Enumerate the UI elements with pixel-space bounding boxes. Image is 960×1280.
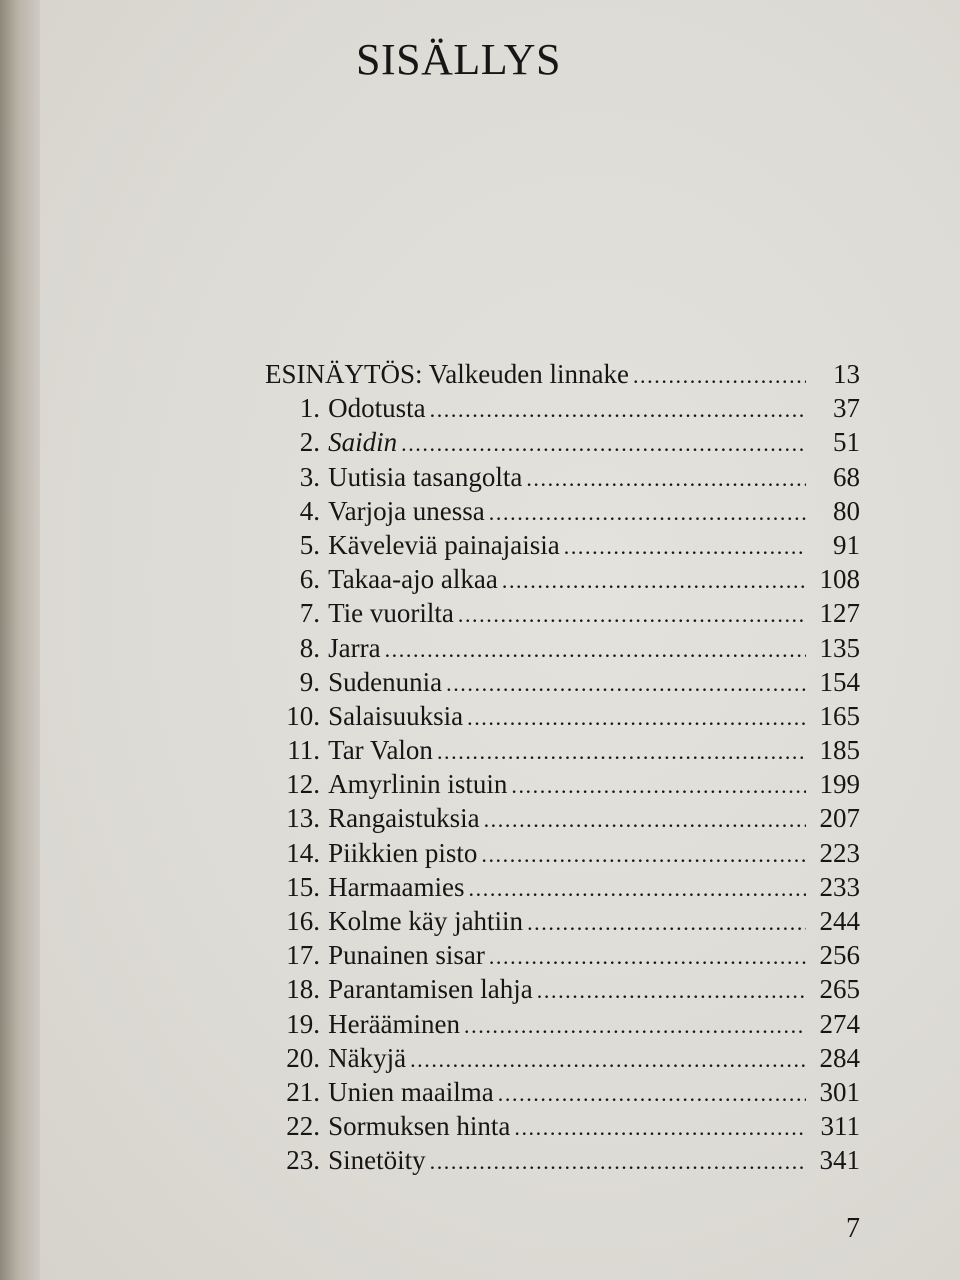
toc-entry-title: Sinetöity [328, 1145, 426, 1176]
toc-row [265, 596, 860, 630]
toc-entry-page: 233 [819, 871, 860, 902]
toc-row [265, 1109, 860, 1143]
toc-entry-title: Kolme käy jahtiin [328, 906, 524, 936]
toc-entry-page: 341 [819, 1145, 860, 1176]
dot-leader [467, 701, 806, 735]
toc-entry-title: Piikkien pisto [328, 837, 478, 868]
toc-row [265, 699, 860, 733]
toc-row [265, 972, 860, 1006]
toc-entry-title: Sudenunia [328, 666, 443, 697]
toc-entry-title: Varjoja unessa [328, 495, 485, 526]
toc-entry-page: 274 [819, 1008, 860, 1039]
toc-entry-page: 301 [819, 1076, 860, 1107]
toc-entry-number: 5. [299, 529, 320, 560]
dot-leader [481, 838, 806, 872]
toc-row [265, 494, 860, 528]
toc-row [265, 1041, 860, 1075]
dot-leader [527, 906, 806, 940]
toc-entry-page: 265 [819, 974, 860, 1005]
table-of-contents [265, 357, 860, 1178]
dot-leader [401, 427, 806, 461]
toc-row [265, 631, 860, 665]
toc-entry-title: Saidin [328, 427, 398, 458]
toc-entry-page: 207 [819, 803, 860, 834]
toc-entry-number: 22. [286, 1111, 320, 1142]
toc-entry-number: 21. [286, 1076, 320, 1107]
toc-row [265, 460, 860, 494]
dot-leader [446, 667, 806, 701]
toc-entry-number: 23. [286, 1145, 320, 1176]
toc-entry-page: 68 [833, 461, 860, 492]
toc-entry-title: Näkyjä [328, 1042, 407, 1073]
toc-row [265, 391, 860, 425]
toc-entry-number: 6. [299, 564, 320, 595]
dot-leader [526, 462, 806, 496]
toc-entry-title: Takaa-ajo alkaa [328, 564, 498, 595]
toc-row [265, 733, 860, 767]
dot-leader [430, 1145, 806, 1179]
toc-entry-page: 135 [819, 632, 860, 663]
toc-entry-title: Uutisia tasangolta [328, 461, 523, 492]
dot-leader [430, 393, 806, 427]
toc-entry-title: Rangaistuksia [328, 803, 480, 834]
toc-entry-number: 2. [299, 427, 320, 458]
toc-row [265, 528, 860, 562]
toc-entry-title: Unien maailma [328, 1076, 494, 1107]
toc-entry-page: 37 [833, 393, 860, 424]
dot-leader [437, 735, 806, 769]
page-number: 7 [846, 1213, 860, 1244]
toc-entry-title: Harmaamies [328, 871, 465, 902]
toc-entry-number: 15. [286, 871, 320, 902]
toc-entry-page: 311 [820, 1111, 860, 1142]
dot-leader [502, 564, 806, 598]
toc-entry-number: 17. [286, 940, 320, 971]
toc-entry-title: ESINÄYTÖS: Valkeuden linnake [265, 359, 629, 389]
toc-entry-number: 7. [299, 598, 320, 629]
toc-entry-number: 16. [286, 906, 320, 936]
dot-leader [410, 1043, 806, 1077]
toc-row [265, 1075, 860, 1109]
toc-entry-title: Salaisuuksia [328, 700, 464, 731]
toc-row [265, 870, 860, 904]
toc-entry-page: 199 [819, 769, 860, 800]
dot-leader [564, 530, 806, 564]
toc-entry-number: 11. [287, 735, 320, 766]
toc-row [265, 425, 860, 459]
dot-leader [484, 803, 806, 837]
toc-entry-page: 127 [819, 598, 860, 629]
toc-entry-number: 10. [286, 700, 320, 731]
toc-entry-number: 12. [286, 769, 320, 800]
toc-entry-page: 244 [819, 906, 860, 936]
toc-entry-number: 20. [286, 1042, 320, 1073]
toc-entry-page: 91 [833, 529, 860, 560]
toc-row [265, 562, 860, 596]
toc-entry-page: 223 [819, 837, 860, 868]
toc-entry-title: Sormuksen hinta [328, 1111, 511, 1142]
toc-entry-title: Amyrlinin istuin [328, 769, 508, 800]
dot-leader [385, 633, 806, 667]
dot-leader [489, 496, 806, 530]
toc-entry-number: 8. [299, 632, 320, 663]
toc-row-prologue [265, 357, 860, 391]
toc-row [265, 1007, 860, 1041]
dot-leader [633, 359, 806, 393]
chapter-list [265, 391, 860, 1177]
toc-row [265, 1143, 860, 1177]
toc-entry-number: 19. [286, 1008, 320, 1039]
dot-leader [498, 1077, 806, 1111]
toc-row [265, 767, 860, 801]
toc-entry-page: 284 [819, 1042, 860, 1073]
dot-leader [469, 872, 806, 906]
dot-leader [511, 769, 806, 803]
toc-entry-title: Käveleviä painajaisia [328, 529, 560, 560]
toc-entry-number: 14. [286, 837, 320, 868]
toc-entry-number: 3. [299, 461, 320, 492]
toc-entry-page: 51 [833, 427, 860, 458]
toc-row [265, 904, 860, 938]
toc-entry-page: 80 [833, 495, 860, 526]
toc-entry-title: Jarra [328, 632, 381, 663]
dot-leader [489, 940, 806, 974]
toc-entry-title: Tie vuorilta [328, 598, 454, 629]
toc-row [265, 801, 860, 835]
dot-leader [458, 598, 806, 632]
toc-entry-page: 108 [819, 564, 860, 595]
toc-row [265, 938, 860, 972]
toc-entry-page: 185 [819, 735, 860, 766]
toc-entry-page: 154 [819, 666, 860, 697]
toc-entry-number: 4. [299, 495, 320, 526]
toc-entry-page: 165 [819, 700, 860, 731]
toc-entry-page: 13 [833, 359, 860, 389]
dot-leader [537, 974, 806, 1008]
toc-entry-number: 1. [299, 393, 320, 424]
toc-entry-number: 18. [286, 974, 320, 1005]
dot-leader [464, 1009, 806, 1043]
dot-leader [514, 1111, 806, 1145]
toc-entry-page: 256 [819, 940, 860, 971]
toc-entry-title: Parantamisen lahja [328, 974, 533, 1005]
toc-entry-title: Herääminen [328, 1008, 461, 1039]
page-title: SISÄLLYS [356, 35, 561, 84]
toc-entry-number: 13. [286, 803, 320, 834]
toc-entry-title: Tar Valon [328, 735, 433, 766]
toc-entry-title: Odotusta [328, 393, 426, 424]
toc-row [265, 665, 860, 699]
toc-entry-number: 9. [299, 666, 320, 697]
toc-row [265, 836, 860, 870]
toc-entry-title: Punainen sisar [328, 940, 485, 971]
